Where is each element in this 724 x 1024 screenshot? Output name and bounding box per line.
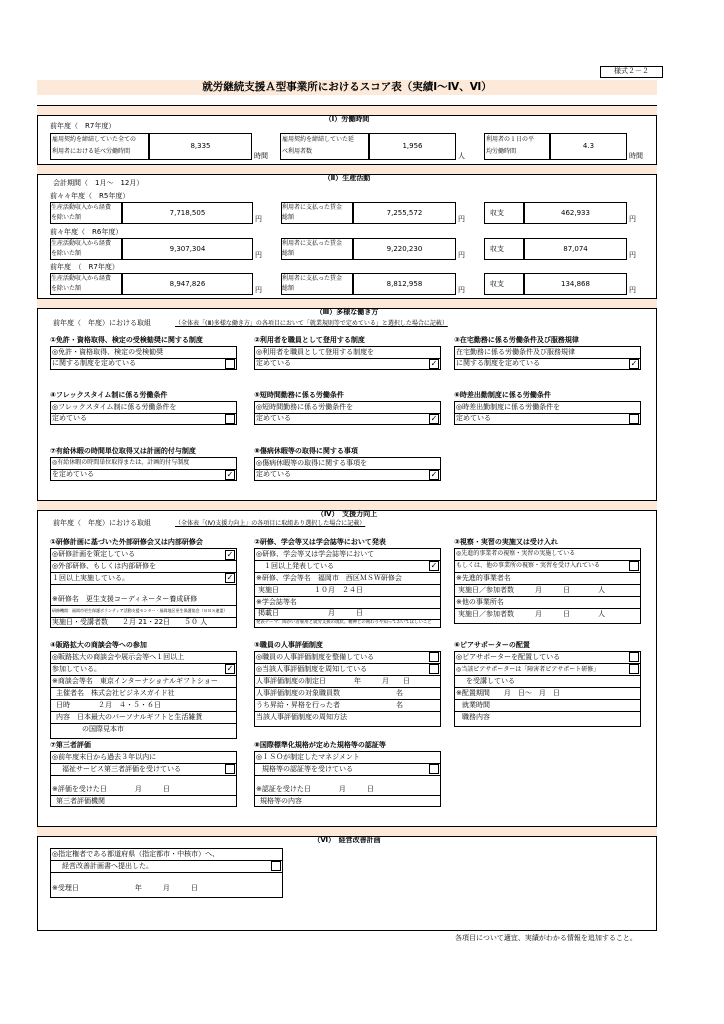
section-2-header: （Ⅱ）生産活動	[37, 164, 657, 175]
accounting-period: 会計期間（ 1月～ 12月）	[53, 179, 144, 187]
s3-item2-checkbox[interactable]: ✓	[430, 359, 438, 368]
s3-intro-note: （全体表「(Ⅲ)多様な働き方」の各項目において「就業規則等で定めている」と選択した場合に記載）	[175, 320, 448, 327]
s2-r1-a: 9,307,304	[169, 245, 206, 253]
s1-year: 前年度（ R7年度）	[50, 122, 116, 130]
s2-r0-a: 7,718,505	[169, 209, 206, 217]
s4-intro: 前年度（ 年度）における取組	[53, 519, 151, 527]
section-1-header: （Ⅰ）労働時間	[37, 105, 657, 116]
s2-r0-c: 462,933	[561, 209, 590, 217]
s4-item7-checkbox[interactable]	[225, 764, 235, 774]
s3-intro: 前年度（ 年度）における取組	[53, 319, 151, 327]
s3-item1-checkbox[interactable]	[225, 359, 235, 369]
s2-r1-c: 87,074	[563, 245, 588, 253]
footer-note: 各項目について適宜、実績がわかる情報を追加すること。	[455, 934, 637, 942]
section-3-header: （Ⅲ）多様な働き方	[37, 298, 657, 309]
s3-item6-checkbox[interactable]	[629, 414, 639, 424]
s6-checkbox[interactable]	[271, 861, 281, 871]
s2-r0-b: 7,255,572	[386, 209, 423, 217]
document-title: 就労継続支援Ａ型事業所におけるスコア表（実績Ⅰ～Ⅳ、Ⅵ）	[202, 81, 492, 93]
s4-item6-checkbox1[interactable]	[629, 652, 639, 662]
total-users: 1,956	[402, 142, 423, 150]
s4-item1-checkbox1[interactable]: ✓	[226, 550, 234, 559]
s4-intro-note: （全体表「(Ⅳ)支援力向上」の各項目に取組あり選択した場合に記載）	[175, 520, 366, 527]
s3-item7-checkbox[interactable]: ✓	[226, 470, 234, 479]
total-work-hours: 8,335	[190, 142, 211, 150]
s4-item8-checkbox[interactable]	[429, 764, 439, 774]
s4-item6-checkbox2[interactable]	[629, 664, 639, 674]
s2-year-label-2: 前年度 （ R7年度）	[50, 263, 119, 271]
s2-r1-b: 9,220,230	[386, 245, 423, 253]
form-number: 様式２－２	[614, 67, 649, 75]
s2-year-label-1: 前々年度（ R6年度）	[50, 228, 123, 236]
s4-item2-checkbox[interactable]: ✓	[430, 561, 438, 570]
s4-item5-checkbox1[interactable]	[429, 652, 439, 662]
s2-r2-b: 8,812,958	[386, 280, 423, 288]
avg-daily-hours: 4.3	[582, 142, 595, 150]
s2-r2-a: 8,947,826	[169, 280, 206, 288]
s3-item8-checkbox[interactable]: ✓	[430, 470, 438, 479]
s2-r2-c: 134,868	[561, 280, 590, 288]
section-4-header: （Ⅳ） 支援力向上	[37, 500, 657, 511]
s4-item4-checkbox[interactable]: ✓	[226, 664, 234, 673]
s3-item4-checkbox[interactable]	[225, 414, 235, 424]
s2-year-label-0: 前々々年度（ R5年度）	[50, 192, 130, 200]
s4-item1-checkbox2[interactable]: ✓	[226, 573, 234, 582]
s3-item5-checkbox[interactable]: ✓	[430, 414, 438, 423]
section-6-header: （Ⅵ） 経営改善計画	[37, 826, 657, 837]
s4-item5-checkbox2[interactable]	[429, 664, 439, 674]
s3-item3-checkbox[interactable]: ✓	[630, 359, 638, 368]
s4-item3-checkbox[interactable]	[629, 561, 639, 571]
